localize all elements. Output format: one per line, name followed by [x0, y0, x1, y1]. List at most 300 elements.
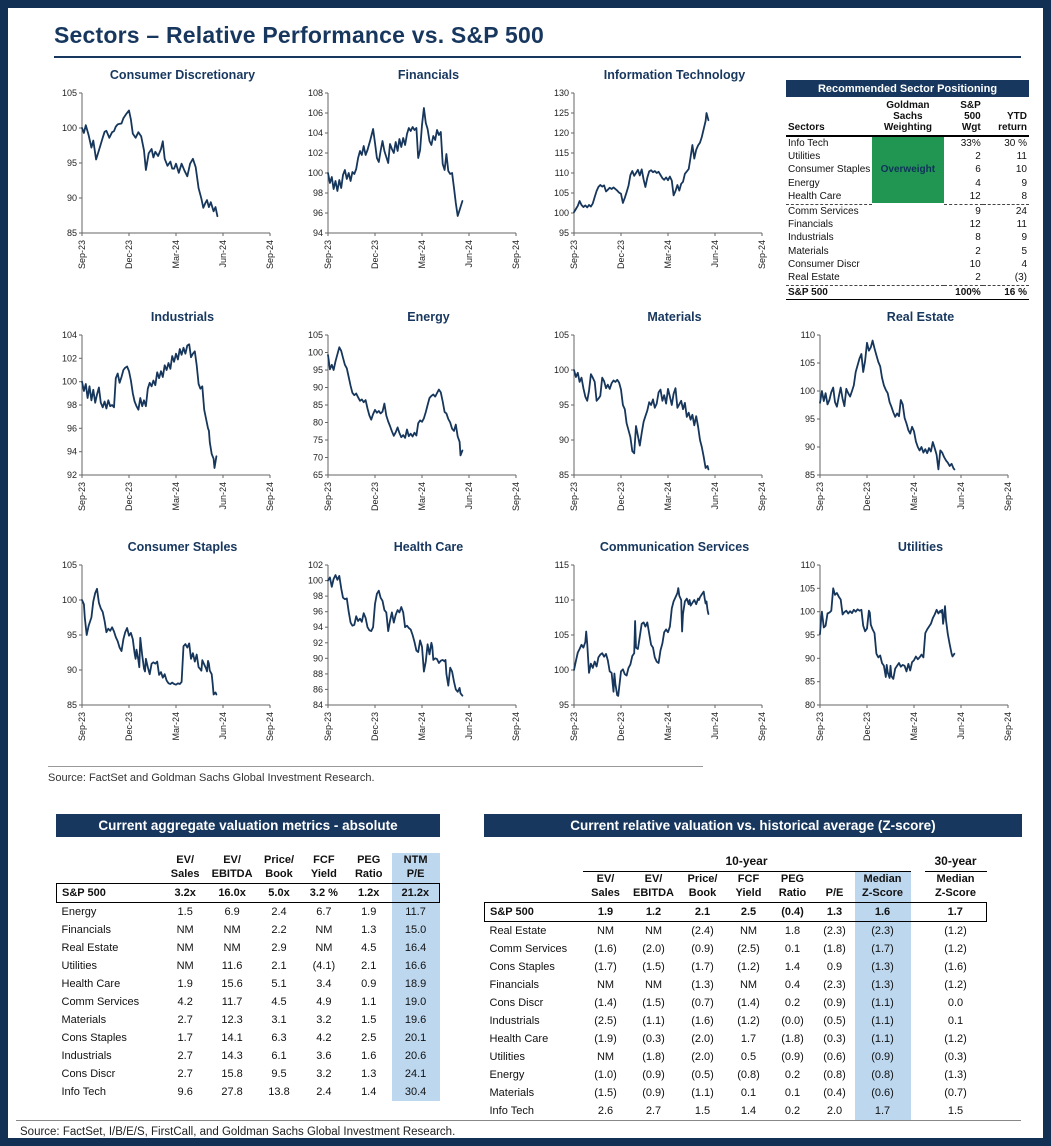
- cell: (0.9): [642, 1086, 665, 1099]
- cell: 4.9: [316, 995, 332, 1008]
- chart-canvas: [540, 327, 772, 525]
- cell: NM: [223, 941, 241, 954]
- cell: 1.9: [361, 905, 377, 918]
- svg-text:85: 85: [66, 228, 77, 238]
- svg-text:Mar-24: Mar-24: [909, 712, 919, 741]
- cell: Info Tech: [61, 1085, 106, 1098]
- table-row: [57, 975, 440, 993]
- cell: Energy: [788, 177, 820, 189]
- svg-text:104: 104: [307, 128, 323, 138]
- svg-text:105: 105: [799, 358, 815, 369]
- cell: 33%: [960, 137, 981, 149]
- cell: Cons Discr: [489, 996, 544, 1009]
- cell: 0.5: [740, 1050, 757, 1063]
- header-cell: Price/ Book: [687, 873, 718, 899]
- cell: 15.0: [392, 921, 440, 939]
- series-line: [82, 589, 216, 695]
- positioning-row: [786, 204, 1029, 218]
- cell: (0.9): [855, 1048, 911, 1066]
- cell: (1.2): [944, 942, 967, 955]
- cell: Cons Discr: [61, 1067, 116, 1080]
- chart-title: Utilities: [897, 540, 944, 555]
- chart-real-estate: [786, 310, 1029, 530]
- cell: (1.7): [594, 960, 617, 973]
- cell: (1.8): [642, 1050, 665, 1063]
- header-cell: EV/ Sales: [591, 873, 620, 899]
- cell: 14.1: [221, 1031, 243, 1044]
- cell: (1.3): [855, 958, 911, 976]
- svg-text:Jun-24: Jun-24: [218, 712, 228, 740]
- svg-text:Dec-23: Dec-23: [370, 240, 380, 270]
- cell: (0.7): [691, 996, 714, 1009]
- chart-consumer-discretionary: [48, 68, 291, 300]
- cell: 11: [1016, 218, 1027, 230]
- cell: Info Tech: [788, 137, 829, 149]
- cell: (1.4): [594, 996, 617, 1009]
- cell: Comm Services: [489, 942, 568, 955]
- zscore-valuation-table: [484, 853, 987, 1120]
- cell: [872, 285, 943, 299]
- svg-text:110: 110: [800, 330, 815, 341]
- series-line: [574, 370, 708, 469]
- svg-text:Mar-24: Mar-24: [663, 712, 673, 741]
- header-cell: Goldman Sachs Weighting: [872, 99, 943, 136]
- svg-text:98: 98: [312, 188, 323, 198]
- svg-text:105: 105: [61, 88, 77, 98]
- svg-text:105: 105: [553, 188, 569, 198]
- svg-text:85: 85: [804, 676, 815, 687]
- svg-text:85: 85: [558, 470, 569, 481]
- table-row: [57, 957, 440, 975]
- source-charts: Source: FactSet and Goldman Sachs Global Investment Research.: [48, 766, 703, 784]
- svg-text:105: 105: [553, 330, 569, 341]
- cell: 9: [1021, 232, 1027, 244]
- svg-text:108: 108: [307, 88, 323, 98]
- svg-text:102: 102: [61, 353, 77, 364]
- cell: 3.4: [316, 977, 332, 990]
- cell: 2.6: [597, 1104, 614, 1117]
- svg-text:Mar-24: Mar-24: [171, 482, 181, 511]
- cell: Cons Staples: [489, 960, 555, 973]
- header-cell: 10-year: [583, 853, 911, 872]
- cell: (0.4): [771, 902, 815, 921]
- header-cell: S&P 500 Wgt: [944, 99, 983, 136]
- header-cell: YTD return: [983, 99, 1029, 136]
- cell: Materials: [61, 1013, 107, 1026]
- cell: 0.9: [826, 960, 843, 973]
- cell: Cons Staples: [61, 1031, 127, 1044]
- cell: 20.1: [392, 1029, 440, 1047]
- cell: (0.0): [781, 1014, 804, 1027]
- cell: Financials: [788, 218, 834, 230]
- svg-text:90: 90: [312, 653, 323, 664]
- cell: 1.6: [855, 902, 911, 921]
- cell: 0.4: [784, 978, 801, 991]
- series-line: [820, 589, 954, 680]
- cell: (1.3): [944, 1068, 967, 1081]
- cell: (2.0): [691, 1032, 714, 1045]
- table-row: [57, 939, 440, 957]
- cell: Comm Services: [788, 205, 859, 217]
- svg-text:98: 98: [312, 591, 323, 602]
- source-tables: Source: FactSet, I/B/E/S, FirstCall, and Goldman Sachs Global Investment Research.: [16, 1120, 1021, 1141]
- cell: (2.0): [691, 1050, 714, 1063]
- cell: Utilities: [489, 1050, 525, 1063]
- cell: (1.6): [594, 942, 617, 955]
- cell: (0.8): [855, 1066, 911, 1084]
- cell: (2.3): [823, 978, 846, 991]
- svg-text:100: 100: [553, 665, 569, 676]
- cell: 21.2x: [392, 883, 440, 902]
- cell: Energy: [61, 905, 97, 918]
- svg-text:130: 130: [553, 88, 569, 98]
- table-row: [485, 1030, 987, 1048]
- cell: (4.1): [312, 959, 336, 972]
- positioning-row: [786, 245, 1029, 258]
- chart-title: Health Care: [393, 540, 464, 555]
- header-cell: [57, 853, 163, 883]
- cell: 30.4: [392, 1083, 440, 1101]
- svg-text:95: 95: [558, 400, 569, 411]
- svg-text:Jun-24: Jun-24: [956, 712, 966, 740]
- cell: 27.8: [221, 1085, 243, 1098]
- table-row: [57, 902, 440, 921]
- svg-text:110: 110: [800, 560, 815, 571]
- page-title: Sectors – Relative Performance vs. S&P 500: [54, 22, 1021, 58]
- cell: 13.8: [268, 1085, 290, 1098]
- header-cell: PEG Ratio: [778, 873, 807, 899]
- cell: (0.9): [781, 1050, 804, 1063]
- zscore-valuation-table-title: Current relative valuation vs. historical average (Z-score): [484, 814, 1022, 837]
- cell: 12: [944, 190, 983, 204]
- cell: Utilities: [61, 959, 97, 972]
- cell: 8: [975, 232, 981, 244]
- header-cell: PEG Ratio: [354, 854, 383, 880]
- svg-text:Sep-24: Sep-24: [757, 712, 767, 742]
- sp500-row: [485, 902, 987, 921]
- header-cell: NTM P/E: [392, 853, 440, 883]
- cell: 3.2: [316, 1013, 332, 1026]
- table-row: [485, 1102, 987, 1120]
- svg-text:Mar-24: Mar-24: [417, 712, 427, 741]
- svg-text:Dec-23: Dec-23: [862, 712, 872, 742]
- svg-text:110: 110: [554, 595, 569, 606]
- cell: Consumer Staples: [788, 164, 871, 176]
- zscore-valuation-table-wrap: [484, 814, 1022, 1120]
- cell: 1.5: [361, 1013, 377, 1026]
- svg-text:115: 115: [554, 560, 569, 571]
- cell: (1.5): [642, 996, 665, 1009]
- header-cell: Sectors: [786, 99, 872, 136]
- cell: (1.1): [855, 1012, 911, 1030]
- svg-text:95: 95: [66, 158, 77, 168]
- cell: 20.6: [392, 1047, 440, 1065]
- positioning-table-title: Recommended Sector Positioning: [786, 80, 1029, 97]
- cell: 11.7: [392, 902, 440, 921]
- svg-text:Sep-23: Sep-23: [323, 240, 333, 270]
- cell: (0.8): [737, 1068, 760, 1081]
- svg-text:Jun-24: Jun-24: [218, 482, 228, 510]
- cell: [872, 204, 943, 218]
- cell: 1.8: [784, 924, 801, 937]
- chart-title: Consumer Staples: [127, 540, 238, 555]
- chart-canvas: [786, 327, 1018, 525]
- cell: 19.6: [392, 1011, 440, 1029]
- cell: Comm Services: [61, 995, 140, 1008]
- svg-text:100: 100: [61, 376, 77, 387]
- cell: 11: [1016, 150, 1027, 162]
- svg-text:65: 65: [312, 470, 323, 481]
- cell: 2.4: [316, 1085, 332, 1098]
- svg-text:Sep-23: Sep-23: [323, 482, 333, 512]
- cell: NM: [176, 923, 194, 936]
- svg-text:Sep-23: Sep-23: [77, 240, 87, 270]
- svg-text:Sep-24: Sep-24: [511, 482, 521, 512]
- chart-health-care: [294, 540, 537, 760]
- cell: 1.3: [361, 1067, 377, 1080]
- cell: (0.9): [691, 942, 714, 955]
- cell: 2.9: [271, 941, 287, 954]
- absolute-valuation-table: [56, 853, 440, 1101]
- header-cell: P/E: [825, 887, 844, 899]
- cell: (1.1): [691, 1086, 714, 1099]
- cell: 0.2: [784, 1104, 801, 1117]
- cell: (1.5): [594, 1086, 617, 1099]
- svg-text:85: 85: [66, 700, 77, 711]
- cell: 2.7: [645, 1104, 662, 1117]
- svg-text:Mar-24: Mar-24: [417, 240, 427, 269]
- cell: 4: [975, 177, 981, 189]
- chart-title: Information Technology: [603, 68, 746, 82]
- cell: 1.9: [177, 977, 193, 990]
- cell: 4.2: [316, 1031, 332, 1044]
- cell: (2.5): [594, 1014, 617, 1027]
- svg-text:100: 100: [307, 575, 323, 586]
- header-cell: EV/ EBITDA: [633, 873, 674, 899]
- cell: 2.4: [271, 905, 287, 918]
- cell: (1.5): [642, 960, 665, 973]
- svg-text:Dec-23: Dec-23: [616, 712, 626, 742]
- cell: 2.7: [177, 1013, 193, 1026]
- chart-industrials: [48, 310, 291, 530]
- cell: NM: [315, 923, 333, 936]
- svg-text:Sep-23: Sep-23: [569, 712, 579, 742]
- cell: 2.2: [271, 923, 287, 936]
- cell: S&P 500: [57, 883, 163, 902]
- svg-text:105: 105: [307, 330, 323, 341]
- cell: 2: [944, 271, 983, 285]
- cell: 2.5: [727, 902, 771, 921]
- svg-text:Sep-23: Sep-23: [569, 240, 579, 270]
- svg-text:Dec-23: Dec-23: [370, 712, 380, 742]
- cell: 1.7: [177, 1031, 193, 1044]
- cell: S&P 500: [786, 285, 872, 299]
- table-row: [485, 1066, 987, 1084]
- cell: 11.6: [221, 959, 243, 972]
- cell: (0.5): [823, 1014, 846, 1027]
- svg-text:Sep-23: Sep-23: [569, 482, 579, 512]
- series-line: [328, 108, 462, 216]
- cell: 3.1: [271, 1013, 287, 1026]
- svg-text:95: 95: [804, 630, 815, 641]
- svg-text:Dec-23: Dec-23: [124, 482, 134, 512]
- svg-text:Sep-24: Sep-24: [265, 712, 275, 742]
- header-cell: Median Z-Score: [855, 872, 911, 903]
- cell: (0.9): [823, 996, 846, 1009]
- chart-canvas: [540, 85, 772, 283]
- svg-text:Dec-23: Dec-23: [370, 482, 380, 512]
- cell: 4.5: [361, 941, 377, 954]
- cell: 30 %: [1004, 137, 1027, 149]
- cell: [872, 136, 943, 204]
- chart-title: Materials: [647, 310, 702, 325]
- chart-canvas: [48, 327, 280, 525]
- cell: 19.0: [392, 993, 440, 1011]
- cell: Consumer Discr: [788, 259, 860, 271]
- cell: 1.4: [740, 1104, 757, 1117]
- cell: (0.6): [823, 1050, 846, 1063]
- cell: [872, 218, 943, 231]
- table-row: [57, 1065, 440, 1083]
- svg-text:94: 94: [312, 228, 323, 238]
- svg-text:95: 95: [804, 414, 815, 425]
- cell: (1.2): [737, 1014, 760, 1027]
- table-row: [57, 993, 440, 1011]
- svg-text:Jun-24: Jun-24: [464, 240, 474, 268]
- header-cell: Median Z-Score: [935, 873, 976, 899]
- chart-materials: [540, 310, 783, 530]
- svg-text:94: 94: [66, 446, 77, 457]
- cell: Energy: [489, 1068, 525, 1081]
- cell: 1.9: [583, 902, 629, 921]
- cell: 0.1: [784, 942, 801, 955]
- cell: Real Estate: [489, 924, 547, 937]
- series-line: [82, 345, 216, 469]
- cell: Utilities: [788, 150, 821, 162]
- cell: Industrials: [788, 232, 834, 244]
- cell: 11.7: [221, 995, 243, 1008]
- table-row: [57, 1083, 440, 1101]
- cell: (1.7): [691, 960, 714, 973]
- svg-text:110: 110: [554, 168, 569, 178]
- svg-text:75: 75: [312, 435, 323, 446]
- cell: 1.5: [694, 1104, 711, 1117]
- cell: NM: [176, 941, 194, 954]
- svg-text:86: 86: [312, 684, 323, 695]
- svg-text:Jun-24: Jun-24: [710, 482, 720, 510]
- chart-canvas: [294, 557, 526, 755]
- svg-text:95: 95: [66, 630, 77, 641]
- header-cell: FCF Yield: [310, 854, 337, 880]
- cell: [872, 258, 943, 271]
- cell: (1.0): [594, 1068, 617, 1081]
- cell: Health Care: [489, 1032, 549, 1045]
- cell: NM: [644, 924, 663, 937]
- cell: NM: [739, 924, 758, 937]
- positioning-row: [786, 218, 1029, 231]
- chart-canvas: [294, 85, 526, 283]
- cell: NM: [596, 924, 615, 937]
- cell: (1.3): [691, 978, 714, 991]
- cell: 3.2 %: [302, 883, 346, 902]
- cell: (0.5): [691, 1068, 714, 1081]
- cell: (1.7): [855, 940, 911, 958]
- svg-text:Sep-24: Sep-24: [511, 240, 521, 270]
- svg-text:Dec-23: Dec-23: [616, 240, 626, 270]
- svg-text:102: 102: [307, 148, 323, 158]
- svg-text:Sep-23: Sep-23: [815, 482, 825, 512]
- cell: (0.8): [823, 1068, 846, 1081]
- cell: (1.9): [594, 1032, 617, 1045]
- cell: 2.7: [177, 1049, 193, 1062]
- svg-text:Dec-23: Dec-23: [616, 482, 626, 512]
- cell: 100%: [944, 285, 983, 299]
- cell: 2: [975, 245, 981, 257]
- cell: (2.3): [823, 924, 846, 937]
- cell: 9.5: [271, 1067, 287, 1080]
- cell: 1.2: [629, 902, 679, 921]
- cell: 4: [1021, 259, 1027, 271]
- svg-text:Jun-24: Jun-24: [710, 712, 720, 740]
- cell: 9.6: [177, 1085, 193, 1098]
- svg-text:Mar-24: Mar-24: [663, 240, 673, 269]
- column-header-row: [57, 853, 440, 883]
- positioning-row: [786, 271, 1029, 285]
- svg-text:94: 94: [312, 622, 323, 633]
- cell: 12.3: [221, 1013, 243, 1026]
- cell: (0.7): [944, 1086, 967, 1099]
- cell: (1.2): [944, 924, 967, 937]
- svg-text:Jun-24: Jun-24: [710, 240, 720, 268]
- svg-text:80: 80: [804, 700, 815, 711]
- svg-text:Sep-24: Sep-24: [265, 482, 275, 512]
- svg-text:Mar-24: Mar-24: [909, 482, 919, 511]
- cell: (1.8): [823, 942, 846, 955]
- cell: 0.1: [784, 1086, 801, 1099]
- cell: (0.3): [823, 1032, 846, 1045]
- cell: (1.1): [855, 994, 911, 1012]
- cell: NM: [596, 978, 615, 991]
- chart-canvas: [48, 557, 280, 755]
- svg-text:70: 70: [312, 452, 323, 463]
- cell: 6: [975, 164, 981, 176]
- cell: (1.4): [737, 996, 760, 1009]
- positioning-total-row: [786, 285, 1029, 299]
- svg-text:106: 106: [307, 108, 323, 118]
- svg-text:90: 90: [804, 442, 815, 453]
- svg-text:90: 90: [66, 193, 77, 203]
- cell: Materials: [489, 1086, 535, 1099]
- cell: Health Care: [61, 977, 121, 990]
- series-line: [574, 588, 708, 696]
- cell: (0.9): [642, 1068, 665, 1081]
- chart-utilities: [786, 540, 1029, 760]
- table-row: [485, 958, 987, 976]
- header-cell: [485, 853, 583, 872]
- positioning-row: [786, 136, 1029, 150]
- chart-title: Consumer Discretionary: [109, 68, 256, 82]
- cell: 1.2x: [346, 883, 392, 902]
- cell: (2.4): [691, 924, 714, 937]
- cell: 0.2: [784, 996, 801, 1009]
- cell: 1.5: [177, 905, 193, 918]
- cell: 4.2: [177, 995, 193, 1008]
- positioning-table: [786, 99, 1029, 300]
- cell: Industrials: [61, 1049, 112, 1062]
- header-cell: EV/ EBITDA: [211, 854, 253, 880]
- chart-canvas: [48, 85, 280, 283]
- svg-text:Dec-23: Dec-23: [124, 240, 134, 270]
